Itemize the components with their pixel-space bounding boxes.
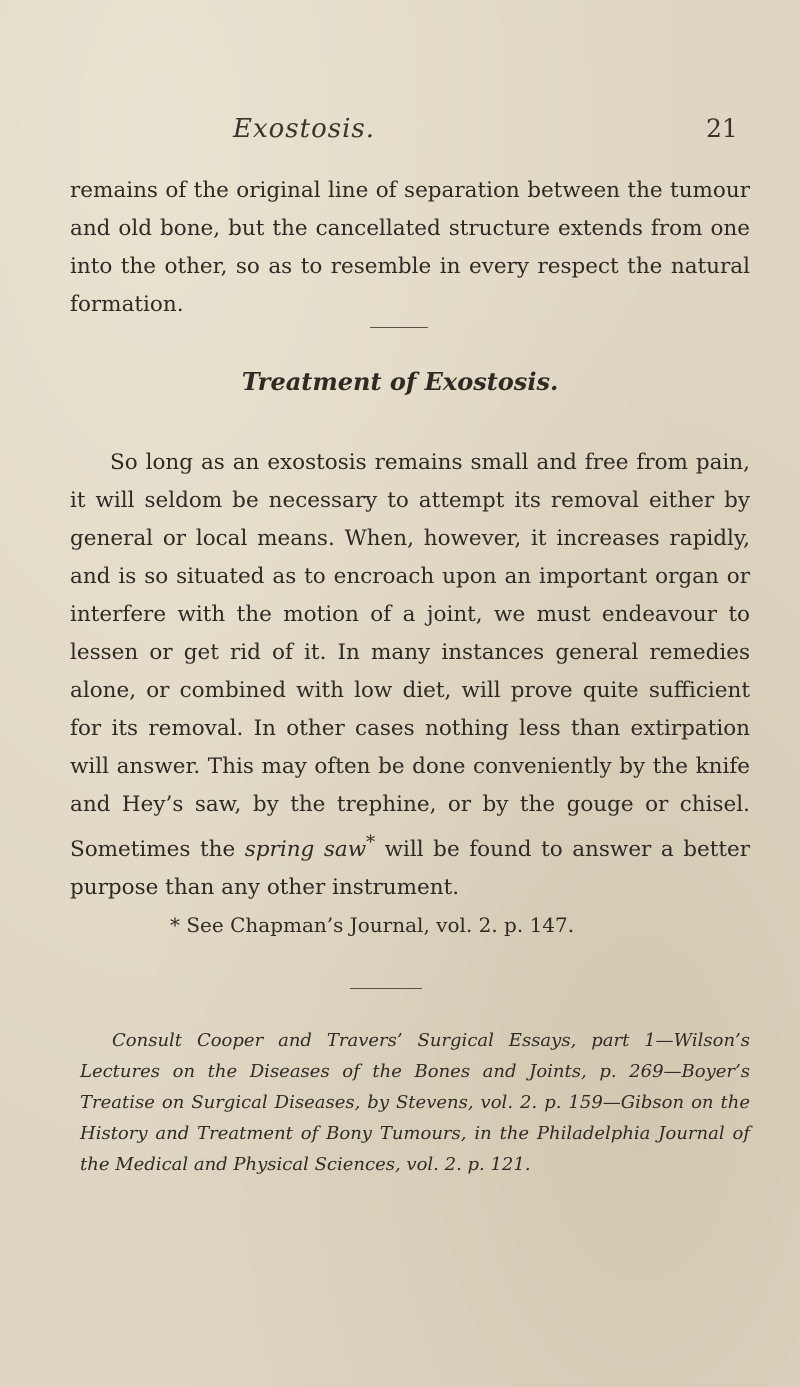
running-title: Exostosis. [233, 114, 376, 144]
emphasis-spring-saw: spring saw [244, 837, 367, 863]
page-number: 21 [706, 114, 738, 143]
paragraph-treatment-text: So long as an exostosis remains small and free from pain, it will seldom be necessary to attempt its removal either by general or local means. When, however, it increases rapidly, and is so situated as to encroach upon an important organ or interfere with the motion of a joint, we must endeavour to lessen or get rid of it. In many instances general remedies alone, or combined with low diet, will prove quite sufficient for its removal. In other cases nothing less than extirpation will answer. This may often be done conveniently by the knife and Hey’s saw, by the trephine, or by the gouge or chisel. Sometimes the [70, 450, 750, 863]
footnote: * See Chapman’s Journal, vol. 2. p. 147. [170, 913, 575, 937]
footnote-marker: * [366, 832, 376, 853]
paragraph-treatment-text-end: will be found to answer a better purpose than any other instrument. [70, 837, 750, 901]
running-head [0, 114, 800, 154]
paragraph-continuation: remains of the original line of separation between the tumour and old bone, but the cancellated structure extends from one into the other, so as to resemble in every respect the natural formation. [70, 178, 750, 317]
references-divider [350, 988, 422, 989]
paragraph-treatment [70, 444, 750, 907]
section-heading: Treatment of Exostosis. [241, 367, 559, 396]
section-divider [370, 327, 428, 328]
references: Consult Cooper and Travers’ Surgical Essays, part 1—Wilson’s Lectures on the Diseases of the Bones and Joints, p. 269—Boyer’s Treatise on Surgical Diseases, by Stevens, vol. 2. p. 159—Gibson on the History and Treatment of Bony Tumours, in the Philadelphia Journal of the Medical and Physical Sciences, vol. 2. p. 121. [80, 1030, 750, 1175]
